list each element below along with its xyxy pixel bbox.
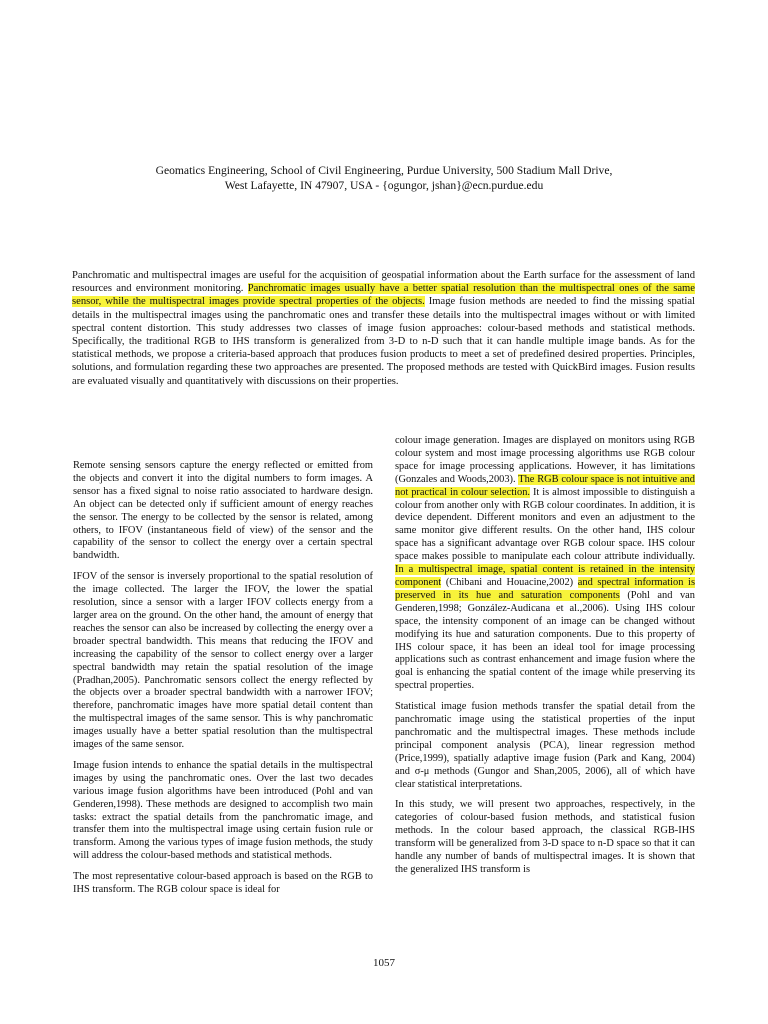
affiliation-line-2: West Lafayette, IN 47907, USA - {ogungor, jshan}@ecn.purdue.edu — [224, 179, 544, 192]
right-column — [395, 435, 695, 885]
body-text: (Pohl and van Genderen,1998; González-Audicana et al.,2006). Using IHS colour space, the intensity component of an image can be changed without modifying its hue and saturation components. Due to this property of IHS colour space, it has been an ideal tool for image processing applications such as contrast enhancement and image fusion where the goal is enhancing the spatial content of the image while preserving its spectral properties. — [395, 589, 695, 692]
highlight-intensity: In a multispectral image, spatial content is retained in the intensity component — [395, 564, 695, 588]
author-affiliation — [60, 163, 708, 193]
abstract-text: Image fusion methods are needed to find the missing spatial details in the multispectral images using the panchromatic ones and transfer these details into the multispectral images without or with limited spectral content distortion. This study addresses two classes of image fusion approaches: colour-based methods and statistical methods. Specifically, the traditional RGB to IHS transform is generalized from 3-D to n-D such that it can handle multiple image bands. As for the statistical methods, we propose a criteria-based approach that produces fusion products to meet a set of predefined desired properties. Principles, solutions, and formulation regarding these two approaches are presented. The proposed methods are tested with QuickBird images. Fusion results are evaluated visually and quantitatively with discussions on their properties. — [72, 296, 695, 387]
left-column — [73, 460, 373, 905]
left-paragraph-4: The most representative colour-based approach is based on the RGB to IHS transform. The RGB colour space is ideal for — [73, 871, 373, 896]
left-paragraph-1: Remote sensing sensors capture the energy reflected or emitted from the objects and convert it into the digital numbers to form images. A sensor has a fixed signal to noise ratio associated to hardware design. An object can be detected only if sufficient amount of energy reaches the sensor. The energy to be collected by the sensor is related, among others, to IFOV (instantaneous field of view) of the sensor and the capability of the sensor to collect the energy over a certain spectral bandwidth. — [73, 460, 373, 562]
abstract-highlight: Panchromatic images usually have a better spatial resolution than the multispectral ones of the same sensor, while the multispectral images provide spectral properties of the objects. — [72, 283, 695, 308]
highlight-hue-saturation: and spectral information is preserved in its hue and saturation components — [395, 576, 695, 601]
body-text: It is almost impossible to distinguish a colour from another only with RGB colour coordinates. In addition, it is device dependent. Different monitors and even an adjustment to the same monitor give different results. On the other hand, IHS colour space has a significant advantage over RGB colour space. IHS colour space makes possible to manipulate each colour attribute individually. — [395, 486, 695, 563]
right-paragraph-2: Statistical image fusion methods transfer the spatial detail from the panchromatic image using the statistical properties of the input panchromatic and the multispectral images. These methods include principal component analysis (PCA), linear regression method (Price,1999), spatially adaptive image fusion (Park and Kang, 2004) and σ-μ methods (Gungor and Shan,2005, 2006), all of which have clear statistical interpretations. — [395, 701, 695, 790]
left-paragraph-3: Image fusion intends to enhance the spatial details in the multispectral images by using the panchromatic ones. Over the last two decades various image fusion algorithms have been introduced (Pohl and van Genderen,1998). These methods are designed to accomplish two main tasks: extract the spatial details from the panchromatic image, and transfer them into the multispectral image using certain fusion rule or transform. Among the various types of image fusion methods, the study will address the colour-based methods and statistical methods. — [73, 759, 373, 862]
body-text: (Chibani and Houacine,2002) — [441, 576, 578, 588]
highlight-rgb-limitation: The RGB colour space is not intuitive and not practical in colour selection. — [395, 473, 695, 498]
page-number: 1057 — [373, 957, 395, 969]
right-paragraph-1 — [395, 435, 695, 693]
body-text: colour image generation. Images are displayed on monitors using RGB colour system and most image processing algorithms use RGB colour space for image processing applications. However, it has limitations (Gonzales and Woods,2003). — [395, 435, 695, 485]
right-paragraph-3: In this study, we will present two approaches, respectively, in the categories of colour-based fusion methods, and statistical fusion methods. In the colour based approach, the classical RGB-IHS transform will be generalized from 3-D space to n-D space so that it can handle any number of bands of multispectral images. It is shown that the generalized IHS transform is — [395, 799, 695, 875]
abstract-paragraph — [72, 269, 695, 388]
left-paragraph-2: IFOV of the sensor is inversely proportional to the spatial resolution of the image collected. The larger the IFOV, the lower the spatial resolution, since a sensor with a larger IFOV collects energy from a larger area on the ground. On the other hand, the amount of energy that reaches the sensor can also be increased by collecting the energy over a broader spectral bandwidth. This means that reducing the IFOV and increasing the capability of the sensor to collect energy over a larger spectral bandwidth may retain the spatial resolution of the image (Pradhan,2005). Panchromatic sensors collect the energy reflected by the objects over a broader spectral bandwidth with a narrower IFOV; therefore, panchromatic images have more spatial detail content than the multispectral images of the same sensor. This is why panchromatic images usually have a better spatial resolution than the multispectral images of the same sensor. — [73, 571, 373, 751]
abstract-text: Panchromatic and multispectral images are useful for the acquisition of geospatial information about the Earth surface for the assessment of land resources and environment monitoring. — [72, 270, 695, 295]
affiliation-line-1: Geomatics Engineering, School of Civil Engineering, Purdue University, 500 Stadium Mall Drive, — [155, 164, 613, 177]
